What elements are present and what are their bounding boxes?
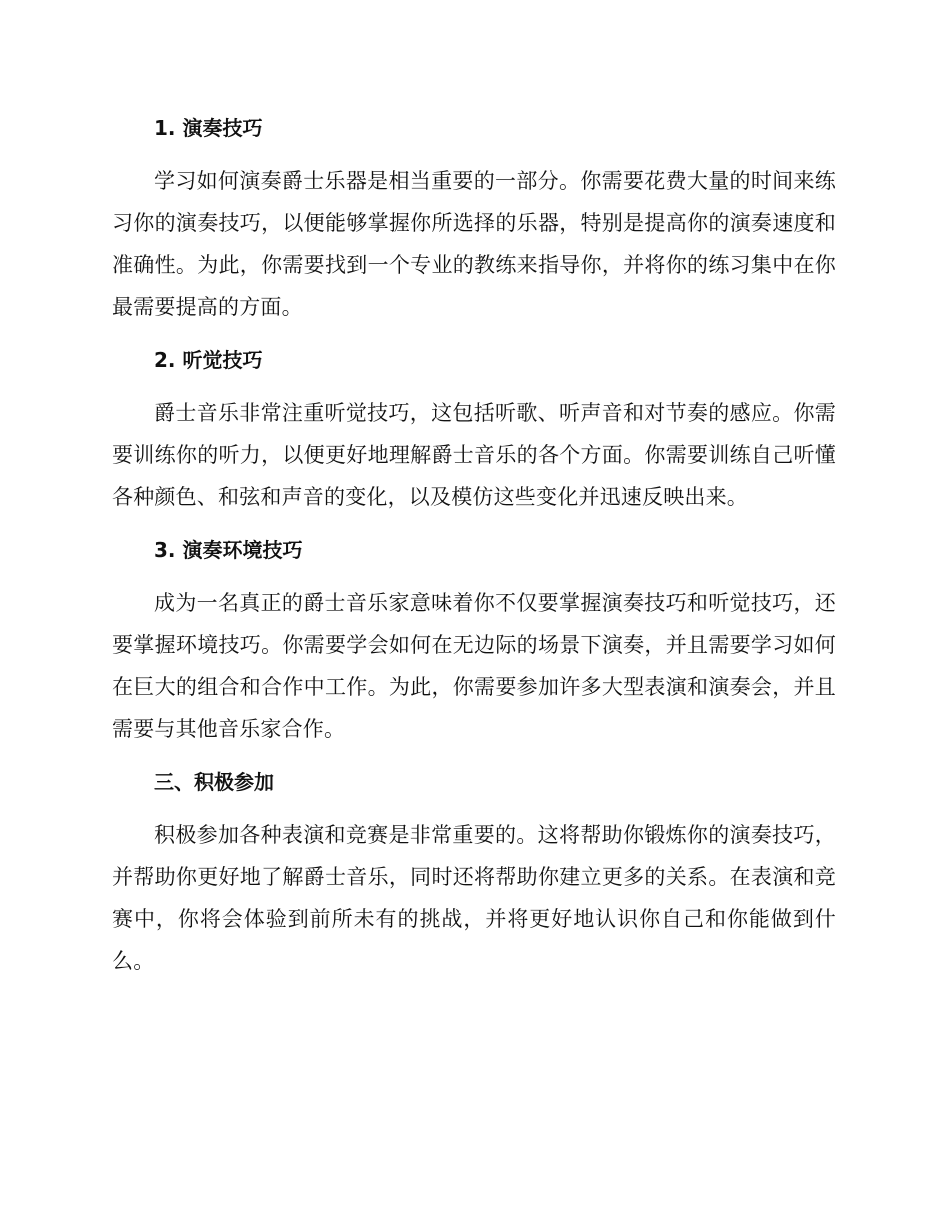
section-paragraph-environment-skills: 成为一名真正的爵士音乐家意味着你不仅要掌握演奏技巧和听觉技巧，还要掌握环境技巧。你需要学会如何在无边际的场景下演奏，并且需要学习如何在巨大的组合和合作中工作。为此，你需要参加许多大型表演和演奏会，并且需要与其他音乐家合作。 [112,591,836,741]
section-paragraph-listening-skills: 爵士音乐非常注重听觉技巧，这包括听歌、听声音和对节奏的感应。你需要训练你的听力，以便更好地理解爵士音乐的各个方面。你需要训练自己听懂各种颜色、和弦和声音的变化，以及模仿这些变化并迅速反映出来。 [112,401,836,509]
section-heading-performance-skills: 1. 演奏技巧 [154,116,263,140]
document-body [112,108,836,994]
section-paragraph-active-participation: 积极参加各种表演和竞赛是非常重要的。这将帮助你锻炼你的演奏技巧，并帮助你更好地了解爵士音乐，同时还将帮助你建立更多的关系。在表演和竞赛中，你将会体验到前所未有的挑战，并将更好地认识你自己和你能做到什么。 [112,823,836,973]
section-heading-active-participation: 三、积极参加 [154,770,274,794]
section-paragraph-performance-skills: 学习如何演奏爵士乐器是相当重要的一部分。你需要花费大量的时间来练习你的演奏技巧，以便能够掌握你所选择的乐器，特别是提高你的演奏速度和准确性。为此，你需要找到一个专业的教练来指导你，并将你的练习集中在你最需要提高的方面。 [112,169,836,319]
section-heading-environment-skills: 3. 演奏环境技巧 [154,538,303,562]
section-heading-listening-skills: 2. 听觉技巧 [154,348,263,372]
